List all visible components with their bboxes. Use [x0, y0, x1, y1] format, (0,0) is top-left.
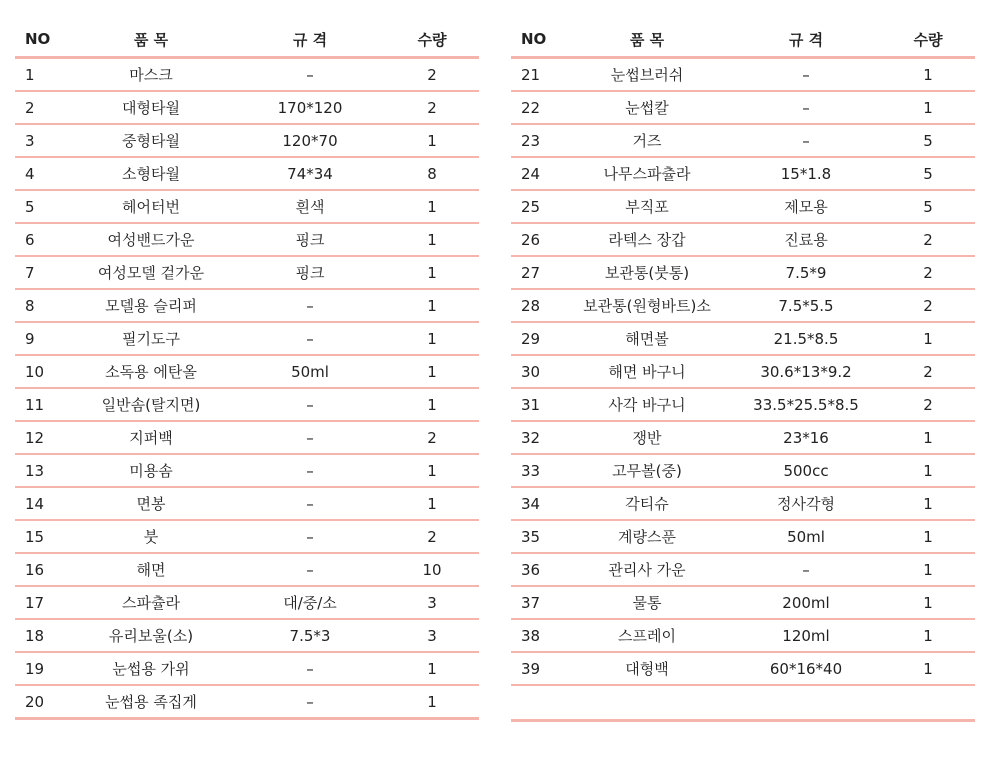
table-row [511, 554, 975, 587]
table-row [511, 422, 975, 455]
cell-no: 22 [521, 98, 541, 117]
table-row [511, 653, 975, 686]
cell-spec: – [306, 395, 314, 414]
table-row [511, 620, 975, 653]
cell-item: 거즈 [632, 132, 662, 150]
cell-spec: – [306, 560, 314, 579]
table-row [511, 356, 975, 389]
table-row [511, 389, 975, 422]
cell-item: 해면 [136, 561, 166, 579]
cell-qty: 1 [923, 65, 933, 84]
cell-spec: – [306, 65, 314, 84]
cell-item: 여성모델 겉가운 [97, 264, 205, 282]
table-row [15, 158, 479, 191]
cell-item: 눈썹브러쉬 [610, 66, 684, 84]
table-row [15, 554, 479, 587]
cell-qty: 2 [427, 527, 437, 546]
cell-qty: 1 [427, 263, 437, 282]
cell-qty: 1 [427, 659, 437, 678]
cell-item: 마스크 [129, 66, 173, 84]
cell-no: 10 [25, 362, 45, 381]
table-row [511, 455, 975, 488]
cell-spec: – [306, 296, 314, 315]
cell-qty: 1 [923, 560, 933, 579]
cell-qty: 2 [923, 296, 933, 315]
cell-spec: – [306, 428, 314, 447]
cell-spec: 대/중/소 [283, 594, 337, 612]
cell-qty: 5 [923, 164, 933, 183]
cell-spec: – [802, 98, 810, 117]
cell-qty: 1 [923, 659, 933, 678]
table-row [511, 488, 975, 521]
cell-no: 16 [25, 560, 45, 579]
cell-spec: 200ml [782, 593, 830, 612]
cell-qty: 2 [923, 230, 933, 249]
table-row [15, 224, 479, 257]
table-row [15, 488, 479, 521]
table-row [15, 257, 479, 290]
cell-item: 대형백 [625, 660, 669, 678]
cell-item: 스프레이 [618, 627, 676, 645]
cell-item: 사각 바구니 [608, 396, 686, 414]
cell-spec: 핑크 [295, 264, 325, 282]
cell-qty: 1 [923, 494, 933, 513]
table-row [15, 686, 479, 720]
header-qty: 수량 [913, 30, 943, 49]
cell-spec: 15*1.8 [780, 164, 832, 183]
cell-no: 8 [25, 296, 35, 315]
cell-spec: 23*16 [783, 428, 829, 447]
cell-spec: – [802, 131, 810, 150]
cell-spec: 50ml [787, 527, 825, 546]
cell-item: 관리사 가운 [608, 561, 686, 579]
cell-qty: 1 [923, 461, 933, 480]
table-row [15, 653, 479, 686]
cell-no: 12 [25, 428, 45, 447]
table-header [511, 22, 975, 59]
cell-spec: 정사각형 [777, 495, 835, 513]
cell-no: 11 [25, 395, 45, 414]
table-row [511, 92, 975, 125]
cell-qty: 1 [427, 362, 437, 381]
cell-item: 중형타월 [122, 132, 180, 150]
table-header [15, 22, 479, 59]
cell-spec: – [802, 560, 810, 579]
cell-item: 소형타월 [122, 165, 180, 183]
table-row [15, 125, 479, 158]
cell-item: 부직포 [625, 198, 669, 216]
cell-item: 필기도구 [122, 330, 180, 348]
cell-item: 계량스푼 [618, 528, 676, 546]
cell-spec: 21.5*8.5 [773, 329, 839, 348]
cell-qty: 1 [427, 197, 437, 216]
cell-no: 5 [25, 197, 35, 216]
cell-no: 33 [521, 461, 541, 480]
cell-qty: 5 [923, 131, 933, 150]
header-no: NO [25, 30, 51, 48]
cell-spec: – [306, 659, 314, 678]
table-row-empty [511, 686, 975, 722]
cell-item: 지퍼백 [129, 429, 173, 447]
cell-qty: 1 [923, 98, 933, 117]
cell-item: 해면볼 [625, 330, 669, 348]
cell-qty: 5 [923, 197, 933, 216]
table-row [15, 389, 479, 422]
cell-spec: 제모용 [784, 198, 828, 216]
cell-qty: 1 [427, 395, 437, 414]
cell-no: 13 [25, 461, 45, 480]
cell-item: 물통 [632, 594, 662, 612]
cell-qty: 1 [923, 527, 933, 546]
table-row [15, 356, 479, 389]
table-row [15, 59, 479, 92]
cell-item: 유리보울(소) [108, 627, 194, 645]
cell-qty: 1 [427, 329, 437, 348]
cell-spec: 7.5*5.5 [778, 296, 834, 315]
cell-spec: 흰색 [295, 198, 325, 216]
cell-item: 소독용 에탄올 [105, 363, 197, 381]
cell-no: 19 [25, 659, 45, 678]
cell-no: 18 [25, 626, 45, 645]
table-row [511, 257, 975, 290]
cell-item: 보관통(원형바트)소 [583, 297, 711, 315]
cell-item: 모델용 슬리퍼 [105, 297, 197, 315]
table-row [511, 125, 975, 158]
cell-qty: 1 [923, 626, 933, 645]
cell-item: 눈썹용 족집게 [105, 693, 197, 711]
cell-qty: 2 [923, 362, 933, 381]
cell-no: 17 [25, 593, 45, 612]
cell-no: 30 [521, 362, 541, 381]
cell-qty: 2 [923, 395, 933, 414]
cell-spec: 120ml [782, 626, 830, 645]
cell-item: 대형타월 [122, 99, 180, 117]
cell-qty: 2 [427, 428, 437, 447]
cell-item: 미용솜 [129, 462, 173, 480]
cell-no: 26 [521, 230, 541, 249]
cell-no: 14 [25, 494, 45, 513]
cell-spec: 핑크 [295, 231, 325, 249]
table-row [511, 290, 975, 323]
cell-item: 쟁반 [632, 429, 662, 447]
header-spec: 규 격 [292, 30, 328, 49]
cell-qty: 1 [923, 329, 933, 348]
cell-no: 34 [521, 494, 541, 513]
cell-qty: 2 [923, 263, 933, 282]
cell-no: 37 [521, 593, 541, 612]
header-item: 품 목 [629, 30, 665, 49]
cell-no: 25 [521, 197, 541, 216]
table-row [15, 290, 479, 323]
cell-spec: 진료용 [784, 231, 828, 249]
cell-spec: 7.5*3 [289, 626, 331, 645]
cell-qty: 3 [427, 626, 437, 645]
cell-no: 2 [25, 98, 35, 117]
table-row [15, 521, 479, 554]
cell-no: 21 [521, 65, 541, 84]
cell-spec: 50ml [291, 362, 329, 381]
cell-spec: 74*34 [287, 164, 333, 183]
cell-qty: 2 [427, 98, 437, 117]
cell-spec: 30.6*13*9.2 [760, 362, 852, 381]
cell-item: 보관통(붓통) [604, 264, 690, 282]
cell-spec: – [306, 692, 314, 711]
cell-item: 해면 바구니 [608, 363, 686, 381]
cell-qty: 3 [427, 593, 437, 612]
cell-no: 4 [25, 164, 35, 183]
cell-spec: – [306, 329, 314, 348]
cell-qty: 2 [427, 65, 437, 84]
cell-qty: 1 [427, 131, 437, 150]
cell-item: 눈썹용 가위 [112, 660, 190, 678]
cell-no: 1 [25, 65, 35, 84]
cell-no: 29 [521, 329, 541, 348]
cell-qty: 8 [427, 164, 437, 183]
cell-spec: 500cc [783, 461, 829, 480]
cell-no: 28 [521, 296, 541, 315]
table-row [15, 620, 479, 653]
cell-qty: 1 [427, 296, 437, 315]
cell-no: 39 [521, 659, 541, 678]
cell-no: 31 [521, 395, 541, 414]
cell-spec: 120*70 [282, 131, 338, 150]
cell-qty: 1 [427, 692, 437, 711]
cell-item: 면봉 [136, 495, 166, 513]
cell-no: 36 [521, 560, 541, 579]
cell-no: 32 [521, 428, 541, 447]
supply-table-left [15, 22, 479, 720]
header-item: 품 목 [133, 30, 169, 49]
cell-no: 6 [25, 230, 35, 249]
cell-no: 27 [521, 263, 541, 282]
cell-item: 헤어터번 [122, 198, 180, 216]
table-row [511, 191, 975, 224]
cell-no: 9 [25, 329, 35, 348]
cell-no: 3 [25, 131, 35, 150]
table-row [15, 92, 479, 125]
table-row [15, 422, 479, 455]
table-body [15, 59, 479, 720]
cell-item: 각티슈 [625, 495, 669, 513]
cell-qty: 1 [427, 230, 437, 249]
cell-spec: 60*16*40 [769, 659, 843, 678]
cell-spec: 7.5*9 [785, 263, 827, 282]
header-qty: 수량 [417, 30, 447, 49]
cell-qty: 1 [427, 494, 437, 513]
cell-item: 나무스파츌라 [603, 165, 691, 183]
cell-no: 15 [25, 527, 45, 546]
table-row [15, 323, 479, 356]
cell-no: 23 [521, 131, 541, 150]
table-row [15, 191, 479, 224]
header-no: NO [521, 30, 547, 48]
cell-qty: 1 [923, 428, 933, 447]
cell-spec: – [306, 527, 314, 546]
table-row [511, 521, 975, 554]
header-spec: 규 격 [788, 30, 824, 49]
table-row [511, 59, 975, 92]
cell-item: 여성밴드가운 [107, 231, 195, 249]
cell-spec: – [802, 65, 810, 84]
cell-qty: 1 [923, 593, 933, 612]
cell-item: 스파츌라 [122, 594, 180, 612]
cell-qty: 1 [427, 461, 437, 480]
cell-spec: 33.5*25.5*8.5 [753, 395, 859, 414]
cell-no: 24 [521, 164, 541, 183]
supply-table-right [511, 22, 975, 722]
table-row [511, 158, 975, 191]
cell-spec: 170*120 [277, 98, 343, 117]
cell-no: 20 [25, 692, 45, 711]
table-row [15, 587, 479, 620]
cell-qty: 10 [422, 560, 442, 579]
cell-spec: – [306, 461, 314, 480]
cell-item: 고무볼(중) [612, 462, 682, 480]
table-body [511, 59, 975, 686]
cell-item: 붓 [143, 528, 159, 546]
cell-spec: – [306, 494, 314, 513]
table-row [511, 323, 975, 356]
cell-item: 라텍스 장갑 [608, 231, 686, 249]
cell-item: 눈썹칼 [625, 99, 669, 117]
cell-no: 38 [521, 626, 541, 645]
cell-no: 35 [521, 527, 541, 546]
table-row [511, 224, 975, 257]
cell-item: 일반솜(탈지면) [101, 396, 201, 414]
table-row [511, 587, 975, 620]
table-row [15, 455, 479, 488]
cell-no: 7 [25, 263, 35, 282]
